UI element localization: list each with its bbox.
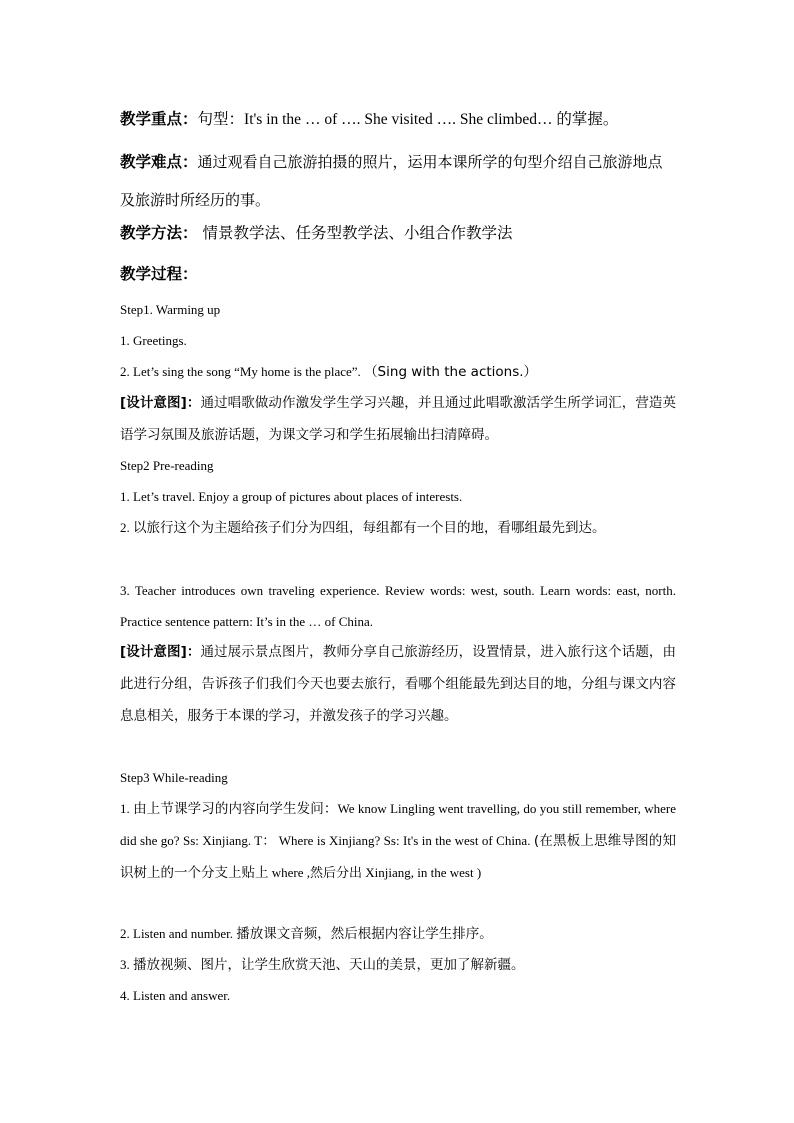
step3-item-1-note: (在黑板上思维导图的知识树上的一个分支上贴上 <box>120 833 676 881</box>
step2-item-3: 3. Teacher introduces own traveling experience. Review words: west, south. Learn words: east, north. Practice sentence pattern: It’s in the … of China. <box>120 583 676 629</box>
step2-item-2 <box>120 512 676 544</box>
methods-label: 教学方法： <box>120 224 198 242</box>
methods-line <box>120 221 676 246</box>
step3-item-1-tail: where ,然后分出 Xinjiang, in the west ) <box>268 865 482 880</box>
step2-design-label: [设计意图]： <box>120 644 201 660</box>
step3-item-3-text: 播放视频、图片，让学生欣赏天池、天山的美景，更加了解新疆。 <box>133 957 525 973</box>
step3-item-1-dialogue: We know Lingling went travelling, do you still remember, where did she go? Ss: Xinjiang. T： Where is Xinjiang? Ss: It's in the west of China. <box>120 801 677 848</box>
step3-item-1 <box>120 793 676 889</box>
difficulties-paragraph <box>120 144 676 220</box>
step1-heading: Step1. Warming up <box>120 302 221 317</box>
step2-heading: Step2 Pre-reading <box>120 458 214 473</box>
step3-item-2-zh: 播放课文音频，然后根据内容让学生排序。 <box>236 926 493 942</box>
step3-item-3-num: 3. <box>120 957 133 972</box>
key-points-suffix: 的掌握。 <box>556 110 619 128</box>
step1-item-2-en: 2. Let’s sing the song “My home is the place”. <box>120 364 365 379</box>
methods-text: 情景教学法、任务型教学法、小组合作教学法 <box>197 224 513 242</box>
step3-item-2-en: 2. Listen and number. <box>120 926 237 941</box>
step3-item-3 <box>120 949 676 981</box>
step1-item-2-paren: （Sing with the actions.） <box>364 364 538 380</box>
key-points-prefix: 句型： <box>197 110 245 128</box>
step2-item-2-num: 2. <box>120 520 133 535</box>
key-points-pattern: It's in the … of …. She visited …. She climbed… <box>244 111 557 128</box>
key-points-label: 教学重点： <box>120 110 198 128</box>
step3-item-2 <box>120 918 676 950</box>
step2-design-paragraph <box>120 636 676 732</box>
step2-item-1: 1. Let’s travel. Enjoy a group of pictures about places of interests. <box>120 489 463 504</box>
step3-item-1-num: 1. <box>120 801 134 816</box>
step3-heading: Step3 While-reading <box>120 770 228 785</box>
step3-item-1-lead: 由上节课学习的内容向学生发问： <box>133 801 338 817</box>
step2-item-2-text: 以旅行这个为主题给孩子们分为四组，每组都有一个目的地，看哪组最先到达。 <box>133 520 606 536</box>
difficulties-label: 教学难点： <box>120 153 198 171</box>
key-points-line <box>120 107 676 132</box>
process-heading: 教学过程： <box>120 265 198 283</box>
difficulties-text: 通过观看自己旅游拍摄的照片，运用本课所学的句型介绍自己旅游地点及旅游时所经历的事。 <box>120 153 663 209</box>
step1-item-1: 1. Greetings. <box>120 333 187 348</box>
step1-design-label: [设计意图]： <box>120 395 201 411</box>
step2-design-text: 通过展示景点图片，教师分享自己旅游经历，设置情景，进入旅行这个话题，由此进行分组，告诉孩子们我们今天也要去旅行，看哪个组能最先到达目的地，分组与课文内容息息相关，服务于本课的学习，并激发孩子的学习兴趣。 <box>120 644 676 724</box>
step1-item-2 <box>120 356 676 388</box>
step3-item-4: 4. Listen and answer. <box>120 988 231 1003</box>
step1-design-paragraph <box>120 387 676 451</box>
step1-design-text: 通过唱歌做动作激发学生学习兴趣，并且通过此唱歌激活学生所学词汇，营造英语学习氛围及旅游话题，为课文学习和学生拓展输出扫清障碍。 <box>120 395 676 443</box>
